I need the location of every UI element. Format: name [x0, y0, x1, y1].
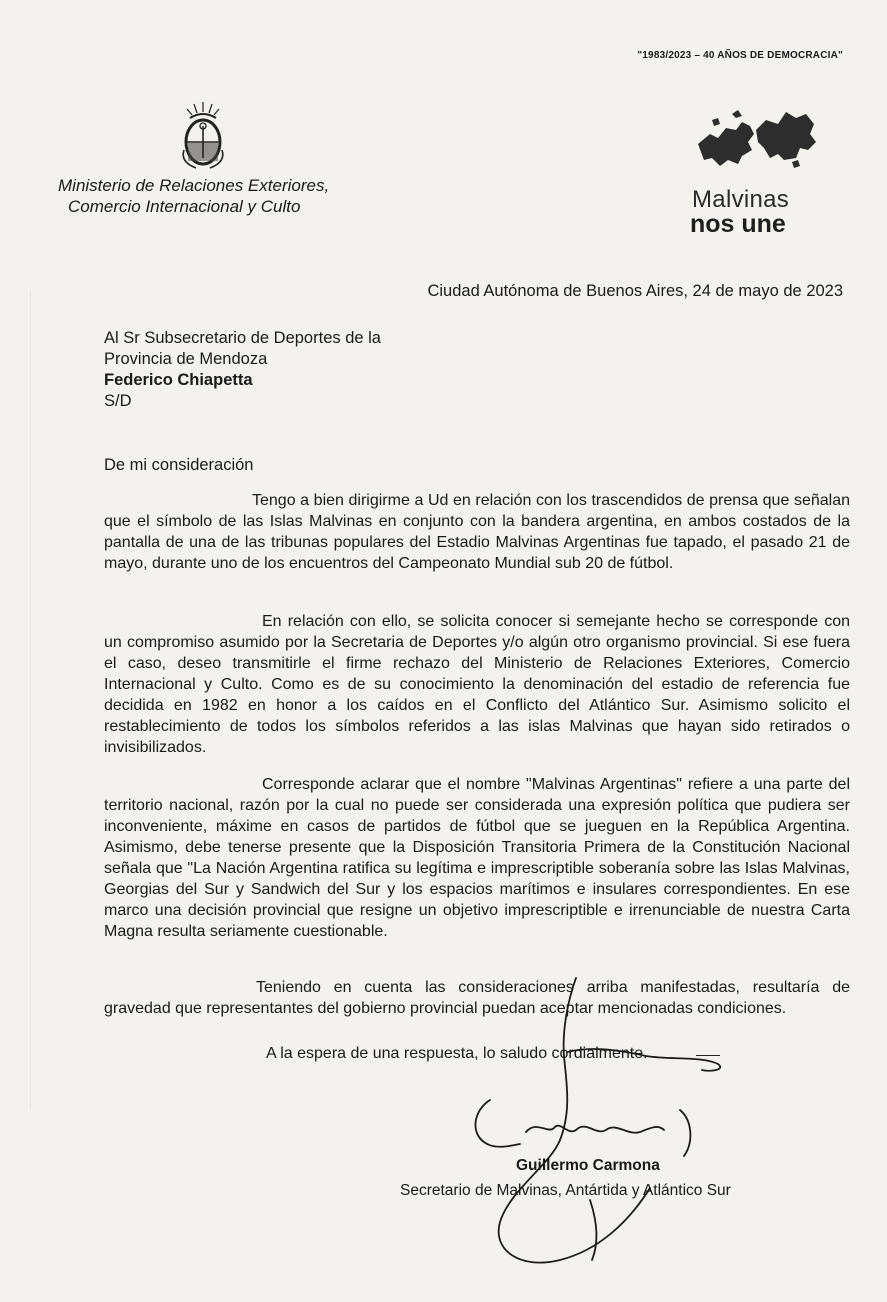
recipient-line-2: Provincia de Mendoza	[104, 350, 268, 368]
coat-of-arms-icon	[176, 100, 230, 172]
signer-name: Guillermo Carmona	[516, 1157, 660, 1174]
recipient-name: Federico Chiapetta	[104, 371, 253, 389]
body-paragraph-3: Corresponde aclarar que el nombre "Malvinas Argentinas" refiere a una parte del territorio nacional, razón por la cual no puede ser considerada una expresión política que pudiera ser inconveniente, máxime en casos de partidos de fútbol que se jueguen en la República Argentina. Asimismo, debe tenerse presente que la Disposición Transitoria Primera de la Constitución Nacional señala que "La Nación Argentina ratifica su legítima e imprescriptible soberanía sobre las Islas Malvinas, Georgias del Sur y Sandwich del Sur y los espacios marítimos e insulares correspondientes. En ese marco una decisión provincial que resigne un objetivo imprescriptible e irrenunciable de nuestra Carta Magna resulta seriamente cuestionable.	[104, 776, 850, 940]
recipient-line-1: Al Sr Subsecretario de Deportes de la	[104, 329, 381, 347]
signer-title: Secretario de Malvinas, Antártida y Atlántico Sur	[400, 1182, 731, 1199]
scan-shadow	[30, 290, 31, 1110]
body-paragraph-1: Tengo a bien dirigirme a Ud en relación con los trascendidos de prensa que señalan que el símbolo de las Islas Malvinas en conjunto con la bandera argentina, en ambos costados de la pantalla de una de las tribunas populares del Estadio Malvinas Argentinas fue tapado, el pasado 21 de mayo, durante uno de los encuentros del Campeonato Mundial sub 20 de fútbol.	[104, 492, 850, 572]
logo-text-malvinas: Malvinas	[692, 186, 790, 213]
ministry-name	[58, 175, 329, 217]
ministry-line-2: Comercio Internacional y Culto	[68, 197, 301, 216]
logo-text-nos-une: nos une	[690, 210, 786, 238]
recipient-line-4: S/D	[104, 392, 132, 410]
salutation: De mi consideración	[104, 456, 254, 474]
ministry-line-1: Ministerio de Relaciones Exteriores,	[58, 176, 330, 195]
malvinas-nos-une-logo	[684, 100, 844, 240]
body-paragraph-4: Teniendo en cuenta las consideraciones arriba manifestadas, resultaría de gravedad que representantes del gobierno provincial puedan aceptar mencionadas condiciones.	[104, 979, 850, 1017]
body-paragraph-2: En relación con ello, se solicita conocer si semejante hecho se corresponde con un compromiso asumido por la Secretaria de Deportes y/o algún otro organismo provincial. Si ese fuera el caso, deseo transmitirle el firme rechazo del Ministerio de Relaciones Exteriores, Comercio Internacional y Culto. Como es de su conocimiento la denominación del estadio de referencia fue decidida en 1982 en honor a los caídos en el Conflicto del Atlántico Sur. Asimismo solicito el restablecimiento de todos los símbolos referidos a las islas Malvinas que hayan sido retirados o invisibilizados.	[104, 613, 850, 756]
letter-date: Ciudad Autónoma de Buenos Aires, 24 de mayo de 2023	[427, 282, 843, 300]
democracy-motto: "1983/2023 – 40 AÑOS DE DEMOCRACIA"	[637, 50, 843, 61]
malvinas-islands-map-icon	[692, 100, 822, 178]
recipient-block	[104, 328, 381, 412]
handwritten-signature	[440, 960, 740, 1280]
closing-line: A la espera de una respuesta, lo saludo cordialmente.	[266, 1045, 648, 1062]
